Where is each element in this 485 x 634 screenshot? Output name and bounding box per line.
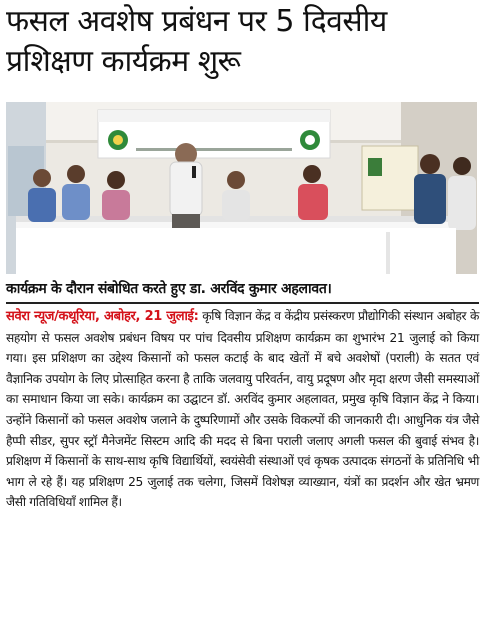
dateline: सवेरा न्यूज/कथूरिया, अबोहर, 21 जुलाई:: [6, 309, 199, 324]
photo-caption: कार्यक्रम के दौरान संबोधित करते हुए डा. अरविंद कुमार अहलावत।: [6, 281, 332, 297]
seated-audience-left: [28, 165, 130, 222]
side-signboard: [362, 146, 418, 210]
article-text: कृषि विज्ञान केंद्र व केंद्रीय प्रसंस्करण प्रौद्योगिकी संस्थान अबोहर के सहयोग से फसल अवशेष प्रबंधन विषय पर पांच दिवसीय प्रशिक्षण कार्यक्रम का शुभारंभ 21 जुलाई को किया गया। इस प्रशिक्षण का उद्देश्य किसानों को फसल कटाई के बाद खेतों में बचे अवशेषों (पराली) के सतत एवं वैज्ञानिक उपयोग के लिए प्रोत्साहित करना है ताकि जलवायु परिवर्तन, वायु प्रदूषण और मृदा क्षरण जैसी समस्याओं का समाधान किया जा सके। कार्यक्रम का उद्घाटन डॉ. अरविंद कुमार अहलावत, प्रमुख कृषि विज्ञान केंद्र ने किया। उन्होंने किसानों को फसल अवशेष जलाने के दुष्परिणामों और उसके विकल्पों की जानकारी दी। आधुनिक यंत्र जैसे हैप्पी सीडर, सुपर स्ट्रॉ मैनेजमेंट सिस्टम आदि की मदद से बिना पराली जलाए अगली फसल की बुवाई संभव है। प्रशिक्षण में किसानों के साथ-साथ कृषि विद्यार्थियों, स्वयंसेवी संस्थाओं एवं कृषक उत्पादक संगठनों के प्रतिनिधि भी भाग ले रहे हैं। यह प्रशिक्षण 25 जुलाई तक चलेगा, जिसमें विशेषज्ञ व्याख्यान, यंत्रों का प्रदर्शन और खेत भ्रमण जैसी गतिविधियाँ शामिल हैं।: [6, 309, 479, 510]
article-body: [6, 306, 479, 513]
photo-scene: [6, 102, 477, 274]
headline: फसल अवशेष प्रबंधन पर 5 दिवसीय प्रशिक्षण कार्यक्रम शुरू: [6, 4, 387, 79]
news-photo: [6, 102, 477, 274]
divider: [6, 302, 479, 304]
